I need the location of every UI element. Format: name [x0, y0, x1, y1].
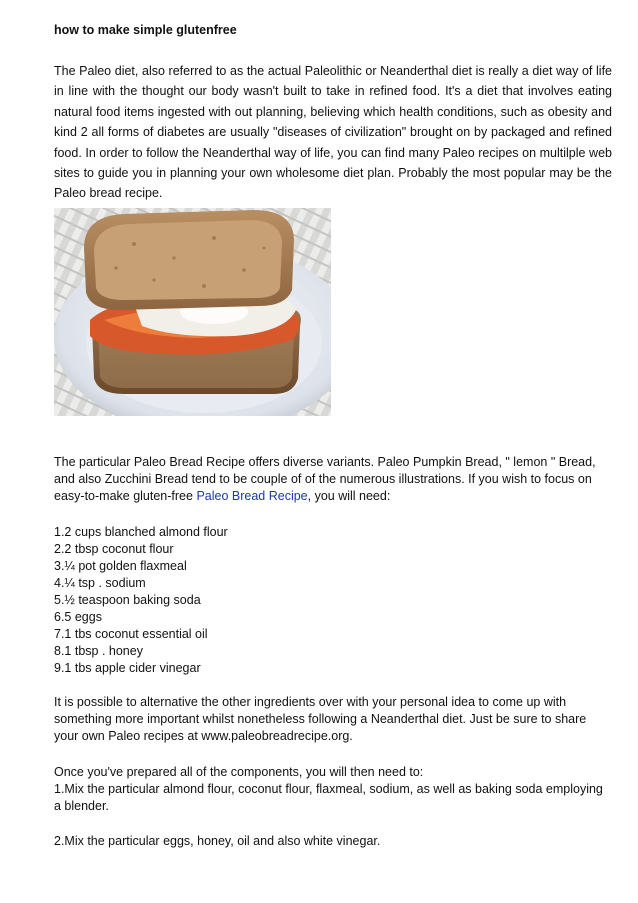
- ingredient-item: 7.1 tbs coconut essential oil: [54, 627, 208, 641]
- variants-text-after: , you will need:: [307, 489, 391, 503]
- step-2: 2.Mix the particular eggs, honey, oil and also white vinegar.: [54, 834, 381, 848]
- sandwich-illustration: [54, 208, 331, 416]
- ingredient-item: 6.5 eggs: [54, 610, 102, 624]
- ingredient-item: 8.1 tbsp . honey: [54, 644, 143, 658]
- intro-paragraph: The Paleo diet, also referred to as the actual Paleolithic or Neanderthal diet is really a diet way of life in line with the thought our body wasn't built to take in refined food. It's a diet that involves eating natural food items ingested with out planning, believing which health conditions, such as obesity and kind 2 all forms of diabetes are usually "diseases of civilization" brought on by packaged and refined food. In order to follow the Neanderthal way of life, you can find many Paleo recipes on multilple web sites to guide you in planning your own wholesome diet plan. Probably the most popular may be the Paleo bread recipe.: [54, 64, 612, 201]
- steps-section: [54, 764, 612, 815]
- sandwich-photo: [54, 208, 331, 416]
- variants-paragraph: [54, 454, 612, 505]
- ingredient-item: 1.2 cups blanched almond flour: [54, 525, 228, 539]
- steps-intro: Once you've prepared all of the components, you will then need to:: [54, 765, 424, 779]
- paleo-bread-recipe-link[interactable]: Paleo Bread Recipe: [196, 489, 308, 503]
- document-title: how to make simple glutenfree: [54, 23, 237, 37]
- ingredient-item: 3.¼ pot golden flaxmeal: [54, 559, 187, 573]
- ingredient-item: 9.1 tbs apple cider vinegar: [54, 661, 201, 675]
- ingredients-list: [54, 524, 612, 677]
- ingredient-item: 4.¼ tsp . sodium: [54, 576, 146, 590]
- alternative-paragraph: It is possible to alternative the other ingredients over with your personal idea to come up with something more important whilst nonetheless following a Neanderthal diet. Just be sure to share your own Paleo recipes at www.paleobreadrecipe.org.: [54, 695, 587, 743]
- step-1: 1.Mix the particular almond flour, coconut flour, flaxmeal, sodium, as well as baking soda employing a blender.: [54, 782, 603, 813]
- variants-text-before: The particular Paleo Bread Recipe offers diverse variants. Paleo Pumpkin Bread, " lemon " Bread, and also Zucchini Bread tend to be couple of of the numerous illustrations. If you wish to focus on easy-to-make gluten-free: [54, 455, 596, 503]
- ingredient-item: 5.½ teaspoon baking soda: [54, 593, 201, 607]
- ingredient-item: 2.2 tbsp coconut flour: [54, 542, 174, 556]
